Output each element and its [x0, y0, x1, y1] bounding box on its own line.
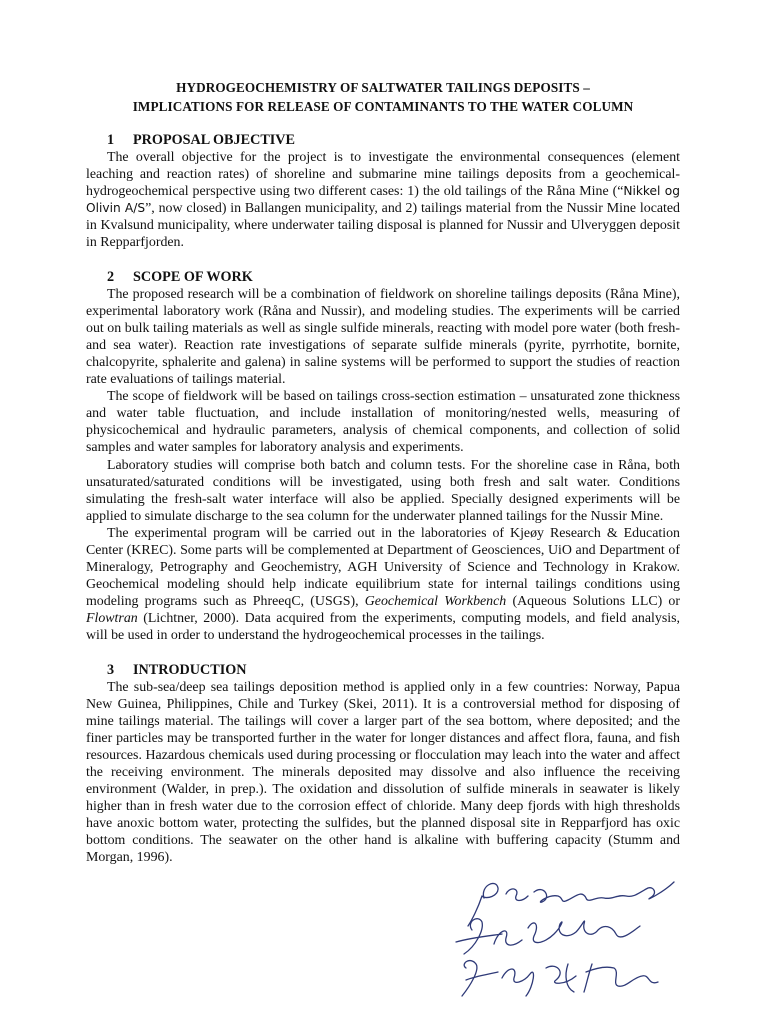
section-scope-of-work [86, 268, 680, 645]
section-proposal-objective [86, 131, 680, 252]
handwritten-signatures [436, 868, 686, 1018]
title-line-2: IMPLICATIONS FOR RELEASE OF CONTAMINANTS TO THE WATER COLUMN [132, 99, 634, 114]
paragraph-text: (Lichtner, 2000). Data acquired from the experiments, computing models, and field analysis, will be used in order to understand the hydrogeochemical processes in the tailings. [86, 611, 680, 644]
paragraph-text: The overall objective for the project is to investigate the environmental consequences (element leaching and reaction rates) of shoreline and submarine mine tailings deposits from a geochemical-hydrogeochemical perspective using two different cases: 1) the old tailings of the Råna Mine (“ [86, 150, 680, 200]
section-heading [86, 268, 680, 286]
paragraph-text: ”, now closed) in Ballangen municipality, and 2) tailings material from the Nussir Mine located in Kvalsund municipality, where underwater tailing disposal is planned for Nussir and Ulveryggen deposit in Repparfjorden. [86, 201, 680, 251]
section-number: 2 [107, 268, 115, 285]
paragraph-text: (Aqueous Solutions LLC) or [506, 594, 680, 610]
section-introduction [86, 661, 680, 867]
section-number: 1 [107, 132, 115, 148]
paragraph [86, 149, 680, 252]
paragraph: The proposed research will be a combination of fieldwork on shoreline tailings deposits (Råna Mine), experimental laboratory work (Råna and Nussir), and modeling studies. The experiments will be carried out on bulk tailing materials as well as single sulfide minerals, reacting with model pore water (both fresh- and sea water). Reaction rate investigations of separate sulfide minerals (pyrite, pyrrhotite, bornite, chalcopyrite, sphalerite and galena) in saline systems will be performed to support the studies of reaction rate evaluations of tailings material. [86, 286, 680, 388]
software-name: Geochemical Workbench [364, 594, 507, 610]
section-heading [86, 131, 680, 149]
document-title [86, 78, 680, 116]
document-page [86, 78, 680, 867]
software-name: Flowtran [86, 611, 138, 627]
section-title: SCOPE OF WORK [133, 268, 253, 285]
section-title: PROPOSAL OBJECTIVE [133, 132, 296, 148]
paragraph [86, 525, 680, 645]
paragraph: The scope of fieldwork will be based on tailings cross-section estimation – unsaturated zone thickness and water table fluctuation, and include installation of monitoring/nested wells, measuring of physicochemical and hydraulic parameters, analysis of chemical components, and collection of solid samples and water samples for laboratory analysis and experiments. [86, 389, 680, 456]
section-title: INTRODUCTION [133, 661, 247, 678]
section-heading [86, 661, 680, 679]
paragraph: The sub-sea/deep sea tailings deposition method is applied only in a few countries: Norway, Papua New Guinea, Philippines, Chile and Turkey (Skei, 2011). It is a controversial method for disposing of mine tailings material. The tailings will cover a larger part of the sea bottom, where deposited; and the finer particles may be transported further in the water for longer distances and affect flora, fauna, and fish resources. Hazardous chemicals used during processing or flocculation may leach into the water and affect the receiving environment. The minerals deposited may dissolve and also influence the receiving environment (Walder, in prep.). The oxidation and dissolution of sulfide minerals in seawater is likely higher than in fresh water due to the corrosion effect of chloride. Many deep fjords with high thresholds have anoxic bottom water, protecting the sulfides, but the planned disposal site in Repparfjord has oxic bottom conditions. The seawater on the other hand is alkaline with buffering capacity (Stumm and Morgan, 1996). [86, 679, 680, 866]
title-line-1: HYDROGEOCHEMISTRY OF SALTWATER TAILINGS DEPOSITS – [176, 80, 590, 95]
section-number: 3 [107, 661, 115, 678]
company-name: Nikkel og Olivin A/S [86, 184, 680, 216]
paragraph-text: The experimental program will be carried out in the laboratories of Kjeøy Research & Education Center (KREC). Some parts will be complemented at Department of Geosciences, UiO and Department of Mineralogy, Petrography and Geochemistry, AGH University of Science and Technology in Krakow. Geochemical modeling should help indicate equilibrium state for internal tailings conditions using modeling programs such as PhreeqC, (USGS), [86, 525, 680, 610]
paragraph: Laboratory studies will comprise both batch and column tests. For the shoreline case in Råna, both unsaturated/saturated conditions will be investigated, using both fresh and salt water. Conditions simulating the fresh-salt water interface will also be applied. Specially designed experiments will be applied to simulate discharge to the sea column for the underwater planned tailings for the Nussir Mine. [86, 457, 680, 524]
